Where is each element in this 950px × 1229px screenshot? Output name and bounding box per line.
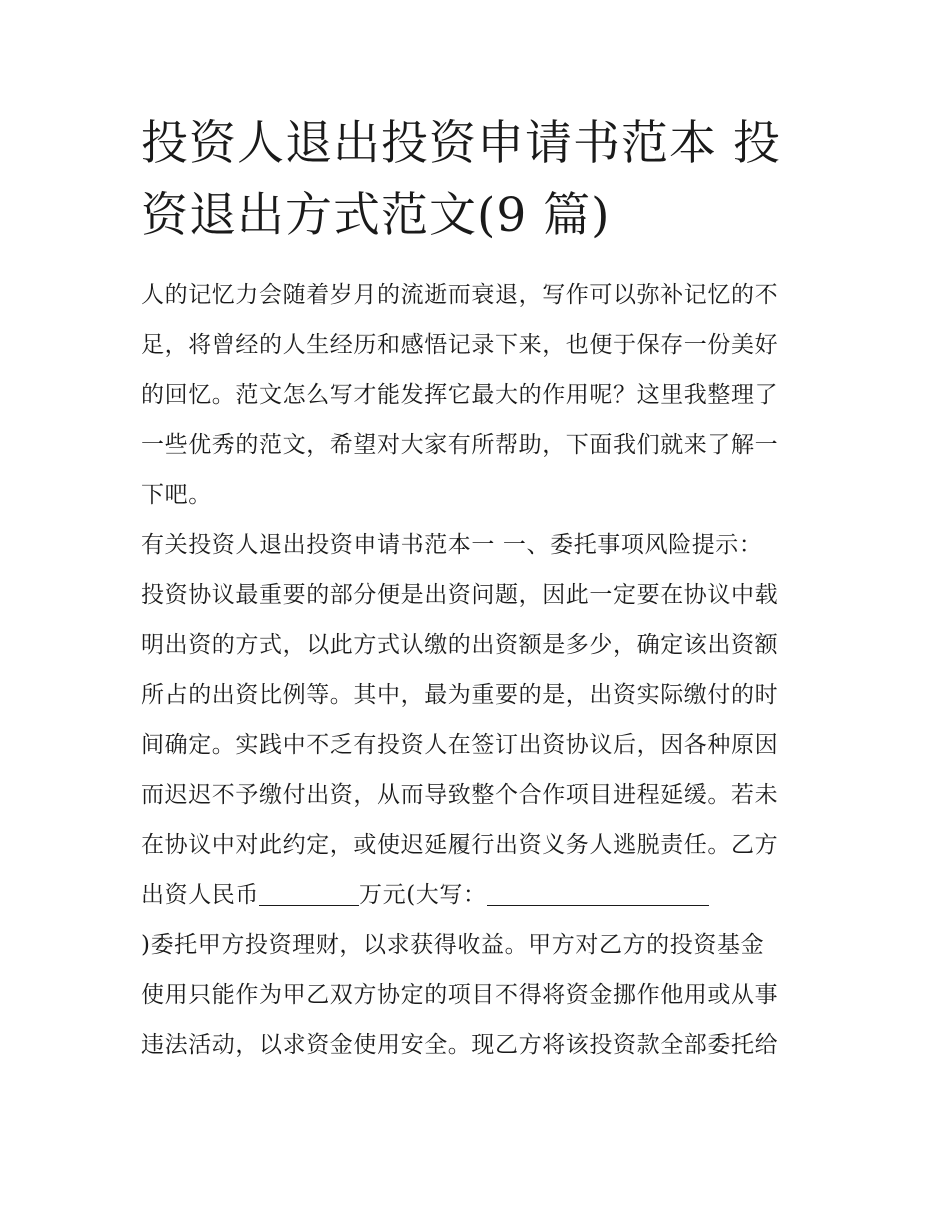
body-line: 投资协议最重要的部分便是出资问题，因此一定要在协议中载 bbox=[141, 582, 779, 608]
amount-words-blank bbox=[487, 875, 709, 906]
title-line-1: 投资人退出投资申请书范本 投 bbox=[141, 116, 781, 171]
intro-line: 足，将曾经的人生经历和感悟记录下来，也便于保存一份美好 bbox=[141, 332, 779, 358]
body-line: )委托甲方投资理财，以求获得收益。甲方对乙方的投资基金 bbox=[141, 932, 765, 958]
amount-blank bbox=[259, 875, 359, 906]
body-line: 在协议中对此约定，或使迟延履行出资义务人逃脱责任。乙方 bbox=[141, 832, 779, 858]
intro-line: 的回忆。范文怎么写才能发挥它最大的作用呢？这里我整理了 bbox=[141, 382, 779, 408]
fill-text-2: 万元(大写： bbox=[359, 882, 487, 908]
fill-text-1: 出资人民币 bbox=[141, 882, 259, 908]
title-line-2: 资退出方式范文(9 篇) bbox=[141, 188, 611, 243]
body-line: 而迟迟不予缴付出资，从而导致整个合作项目进程延缓。若未 bbox=[141, 782, 779, 808]
section-heading bbox=[141, 520, 812, 570]
body-line: 使用只能作为甲乙双方协定的项目不得将资金挪作他用或从事 bbox=[141, 982, 779, 1008]
intro-paragraph bbox=[141, 270, 812, 520]
body-line: 明出资的方式，以此方式认缴的出资额是多少，确定该出资额 bbox=[141, 632, 779, 658]
body-paragraph bbox=[141, 570, 812, 1070]
body-line: 间确定。实践中不乏有投资人在签订出资协议后，因各种原因 bbox=[141, 732, 779, 758]
section-heading-text: 有关投资人退出投资申请书范本一 一、委托事项风险提示： bbox=[141, 532, 763, 558]
intro-line: 人的记忆力会随着岁月的流逝而衰退，写作可以弥补记忆的不 bbox=[141, 282, 779, 308]
intro-line: 下吧。 bbox=[141, 482, 212, 508]
body-line: 所占的出资比例等。其中，最为重要的是，出资实际缴付的时 bbox=[141, 682, 779, 708]
fill-line bbox=[141, 870, 812, 920]
document-title bbox=[141, 108, 812, 252]
body-line: 违法活动，以求资金使用安全。现乙方将该投资款全部委托给 bbox=[141, 1032, 779, 1058]
intro-line: 一些优秀的范文，希望对大家有所帮助，下面我们就来了解一 bbox=[141, 432, 779, 458]
